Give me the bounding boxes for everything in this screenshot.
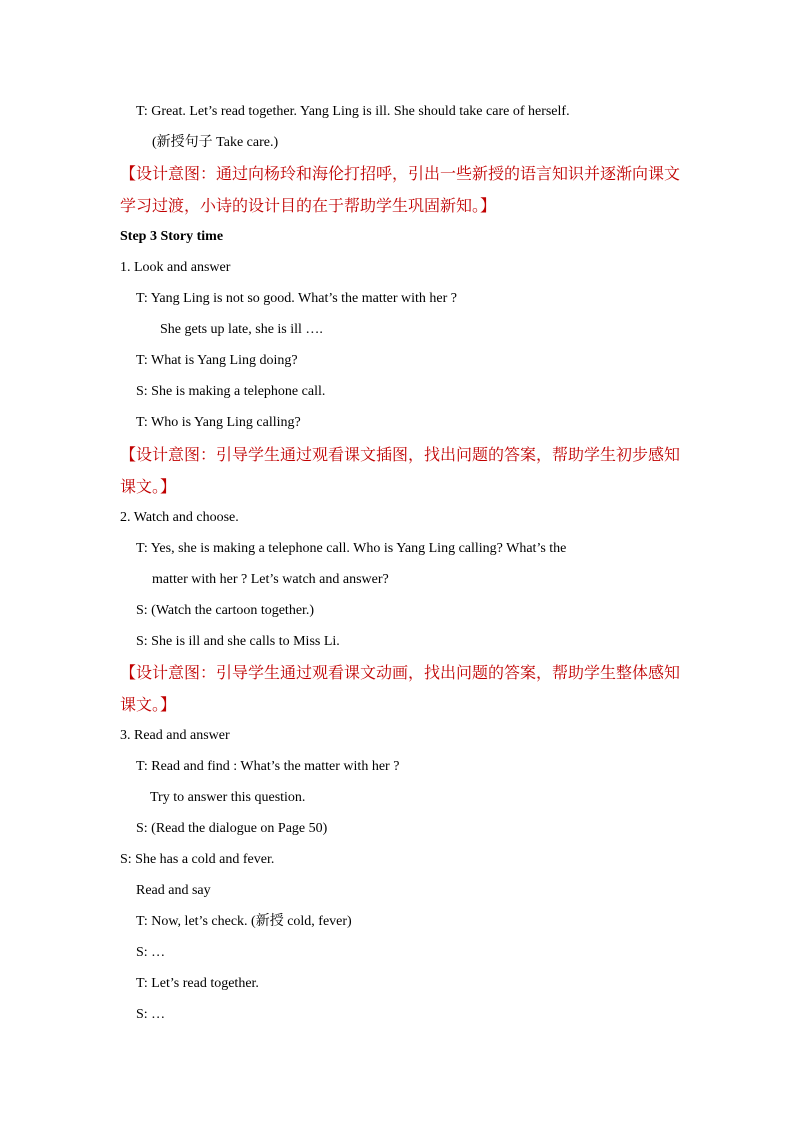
dialogue-line: matter with her ? Let’s watch and answer?: [152, 572, 389, 587]
activity-heading: Read and say: [136, 883, 211, 898]
dialogue-line: S: …: [136, 945, 166, 960]
dialogue-line: T: Let’s read together.: [136, 976, 259, 991]
activity-heading: 1. Look and answer: [120, 260, 231, 275]
dialogue-line: T: Great. Let’s read together. Yang Ling is ill. She should take care of herself.: [136, 104, 570, 119]
dialogue-line: T: What is Yang Ling doing?: [136, 353, 298, 368]
dialogue-line: S: She has a cold and fever.: [120, 852, 275, 867]
dialogue-line: S: She is ill and she calls to Miss Li.: [136, 634, 340, 649]
design-intent-note: 课文。】: [120, 477, 177, 496]
activity-heading: 3. Read and answer: [120, 728, 230, 743]
design-intent-note: 【设计意图：引导学生通过观看课文插图，找出问题的答案，帮助学生初步感知: [120, 445, 681, 464]
dialogue-line: T: Yang Ling is not so good. What’s the matter with her ?: [136, 291, 458, 306]
section-heading: Step 3 Story time: [120, 229, 224, 244]
dialogue-line: S: (Read the dialogue on Page 50): [136, 821, 328, 836]
note-line: (新授句子 Take care.): [152, 135, 279, 150]
activity-heading: 2. Watch and choose.: [120, 510, 239, 525]
dialogue-line: S: (Watch the cartoon together.): [136, 603, 315, 618]
design-intent-note: 课文。】: [120, 695, 177, 714]
dialogue-line: T: Yes, she is making a telephone call. Who is Yang Ling calling? What’s the: [136, 541, 567, 556]
design-intent-note: 学习过渡，小诗的设计目的在于帮助学生巩固新知。】: [120, 196, 497, 215]
design-intent-note: 【设计意图：引导学生通过观看课文动画，找出问题的答案，帮助学生整体感知: [120, 663, 681, 682]
dialogue-line: T: Who is Yang Ling calling?: [136, 415, 301, 430]
design-intent-note: 【设计意图：通过向杨玲和海伦打招呼，引出一些新授的语言知识并逐渐向课文: [120, 164, 681, 183]
dialogue-line: Try to answer this question.: [150, 790, 306, 805]
dialogue-line: S: …: [136, 1007, 166, 1022]
dialogue-line: S: She is making a telephone call.: [136, 384, 326, 399]
dialogue-line: T: Read and find : What’s the matter with her ?: [136, 759, 400, 774]
dialogue-line: She gets up late, she is ill ….: [160, 322, 323, 337]
dialogue-line: T: Now, let’s check. (新授 cold, fever): [136, 914, 352, 929]
